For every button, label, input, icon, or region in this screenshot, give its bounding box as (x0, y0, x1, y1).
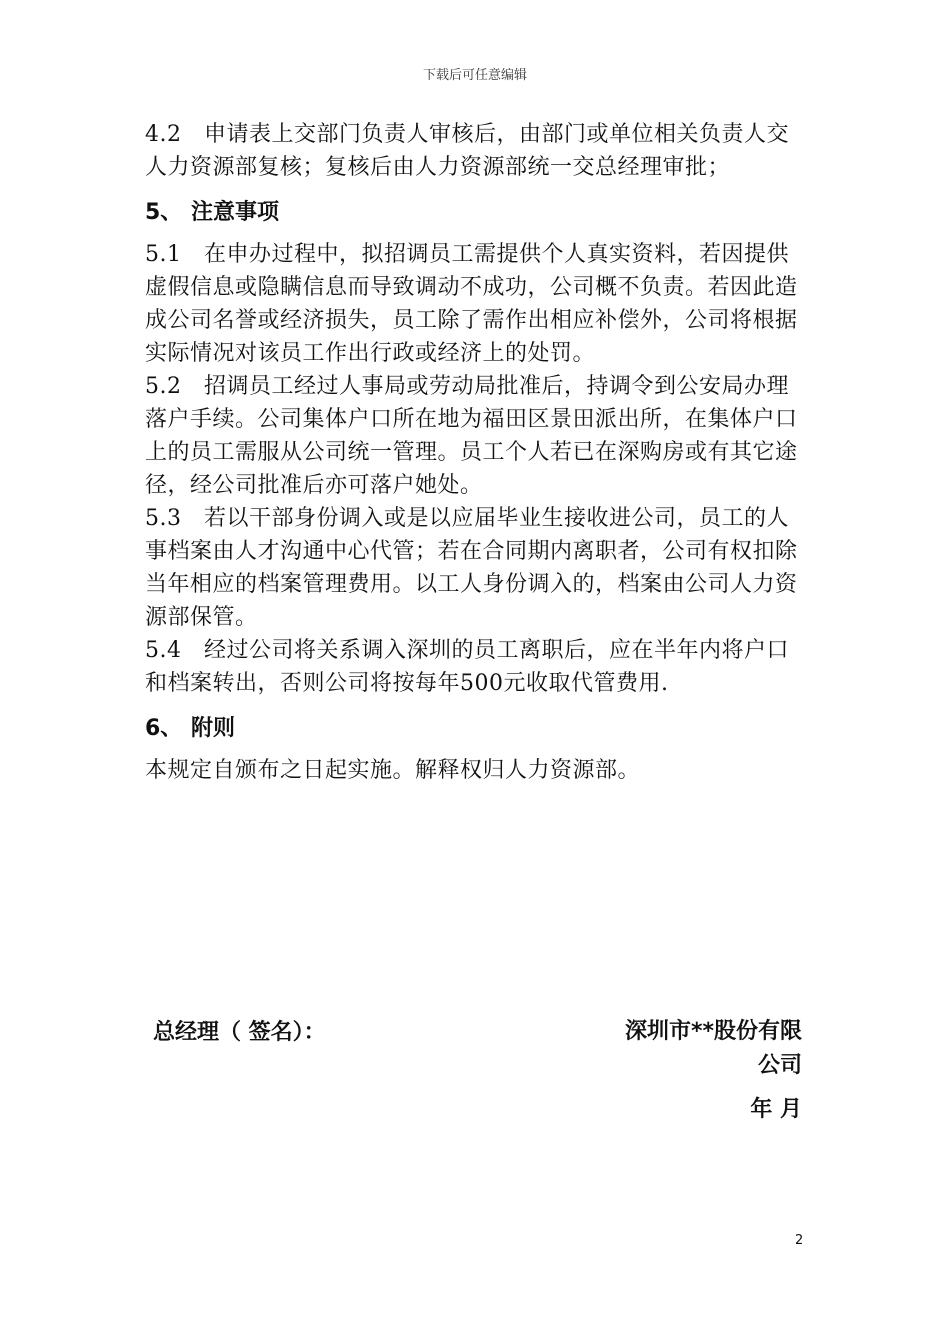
section-number: 6、 (145, 716, 183, 741)
section-heading-5 (145, 198, 810, 228)
page-number: 2 (795, 1233, 804, 1248)
company-name-line-1: 深圳市**股份有限 (624, 1019, 802, 1044)
company-name-line-2: 公司 (757, 1053, 802, 1078)
general-manager-signature-label: 总经理（ 签名）： (153, 1020, 326, 1045)
paragraph-5-2: 5.2 招调员工经过人事局或劳动局批准后，持调令到公安局办理落户手续。公司集体户口所在地为福田区景田派出所，在集体户口上的员工需服从公司统一管理。员工个人若已在深购房或有其它途径，经公司批准后亦可落户她处。 (145, 374, 798, 498)
section-title: 注意事项 (191, 200, 280, 225)
paragraph-5-3: 5.3 若以干部身份调入或是以应届毕业生接收进公司，员工的人事档案由人才沟通中心代管；若在合同期内离职者，公司有权扣除当年相应的档案管理费用。以工人身份调入的，档案由公司人力资源部保管。 (145, 506, 798, 630)
page-header: 下载后可任意编辑 (422, 68, 527, 83)
section-heading-6 (145, 714, 810, 744)
paragraph-5-4: 5.4 经过公司将关系调入深圳的员工离职后，应在半年内将户口和档案转出，否则公司将按每年500元收取代管费用. (145, 638, 789, 696)
company-name (582, 1015, 802, 1083)
document-body (145, 118, 810, 787)
paragraph-6: 本规定自颁布之日起实施。解释权归人力资源部。 (145, 758, 641, 783)
section-title: 附则 (191, 716, 236, 741)
paragraph-4-2: 4.2 申请表上交部门负责人审核后，由部门或单位相关负责人交人力资源部复核；复核后由人力资源部统一交总经理审批； (145, 122, 789, 180)
paragraph-5-1: 5.1 在申办过程中，拟招调员工需提供个人真实资料，若因提供虚假信息或隐瞒信息而导致调动不成功，公司概不负责。若因此造成公司名誉或经济损失，员工除了需作出相应补偿外，公司将根据实际情况对该员工作出行政或经济上的处罚。 (145, 242, 798, 366)
section-number: 5、 (145, 200, 183, 225)
signature-date: 年 月 (750, 1097, 802, 1122)
